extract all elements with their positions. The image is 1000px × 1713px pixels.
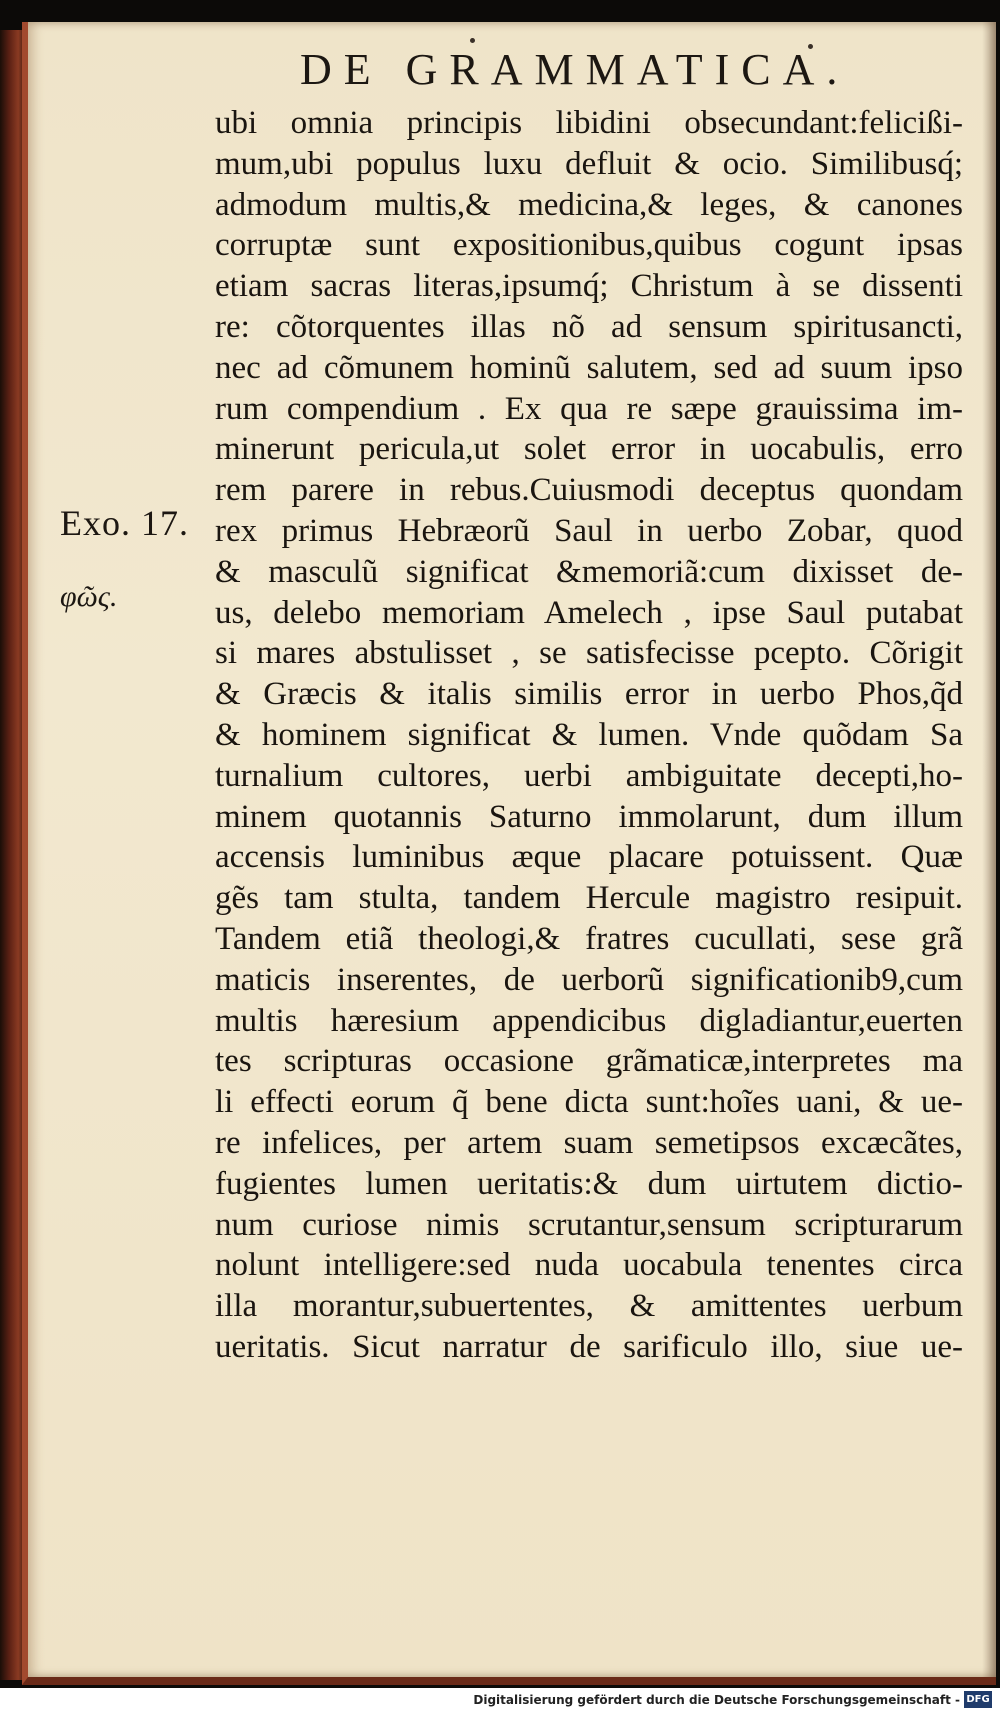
page-edge-shadow [982,22,996,1677]
text-line: minerunt pericula,ut solet error in uocabulis, erro [215,431,963,468]
text-line: num curiose nimis scrutantur,sensum scripturarum [215,1206,963,1243]
text-line: multis hæresium appendicibus digladiantur,euerten [215,1002,963,1039]
running-header: DE GRAMMATICA. [300,45,850,94]
footer-credit: Digitalisierung gefördert durch die Deutsche Forschungsgemeinschaft - [473,1693,960,1707]
text-line: mum,ubi populus luxu defluit & ocio. Similibusq́; [215,145,963,182]
footer-bar [0,1688,1000,1713]
text-line: rem parere in rebus.Cuiusmodi deceptus quondam [215,472,963,509]
text-line: & masculũ significat &memoriã:cum dixisset de- [215,553,963,590]
text-line: re: cõtorquentes illas nõ ad sensum spiritusancti, [215,308,963,345]
text-line: tes scripturas occasione grãmaticæ,interpretes ma [215,1043,963,1080]
text-line: & hominem significat & lumen. Vnde quõdam Sa [215,716,963,753]
text-line: ubi omnia principis libidini obsecundant:felicißi- [215,105,963,141]
text-line: corruptæ sunt expositionibus,quibus cogunt ipsas [215,227,963,264]
text-line: minem quotannis Saturno immolarunt, dum illum [215,798,963,835]
text-line: turnalium cultores, uerbi ambiguitate decepti,ho- [215,757,963,794]
body-text [215,103,963,1365]
text-line: accensis luminibus æque placare potuissent. Quæ [215,839,963,876]
text-line: gẽs tam stulta, tandem Hercule magistro resipuit. [215,880,963,917]
text-line: re infelices, per artem suam semetipsos excæcãtes, [215,1124,963,1161]
text-line: ueritatis. Sicut narratur de sarificulo illo, siue ue- [215,1328,963,1365]
margin-reference: Exo. 17. [60,503,189,543]
text-line: nolunt intelligere:sed nuda uocabula tenentes circa [215,1247,963,1284]
text-line: illa morantur,subuertentes, & amittentes uerbum [215,1288,963,1325]
margin-greek-word: φῶς. [60,580,118,613]
text-line: rum compendium . Ex qua re sæpe grauissima im- [215,390,963,427]
ink-speck [470,38,475,43]
text-line: etiam sacras literas,ipsumq́; Christum à se dissenti [215,268,963,305]
text-line: Tandem etiã theologi,& fratres cucullati, sese grã [215,920,963,957]
text-line: fugientes lumen ueritatis:& dum uirtutem dictio- [215,1165,963,1202]
text-line: us, delebo memoriam Amelech , ipse Saul putabat [215,594,963,631]
text-line: li effecti eorum q̃ bene dicta sunt:hoĩes uani, & ue- [215,1084,963,1121]
text-line: maticis inserentes, de uerborũ significationib9,cum [215,961,963,998]
text-line: & Græcis & italis similis error in uerbo Phos,q̃d [215,676,963,713]
text-line: rex primus Hebræorũ Saul in uerbo Zobar, quod [215,512,963,549]
dfg-logo: DFG [964,1691,992,1708]
text-line: admodum multis,& medicina,& leges, & canones [215,186,963,223]
text-line: si mares abstulisset , se satisfecisse pcepto. Cõrigit [215,635,963,672]
text-line: nec ad cõmunem hominũ salutem, sed ad suum ipso [215,349,963,386]
